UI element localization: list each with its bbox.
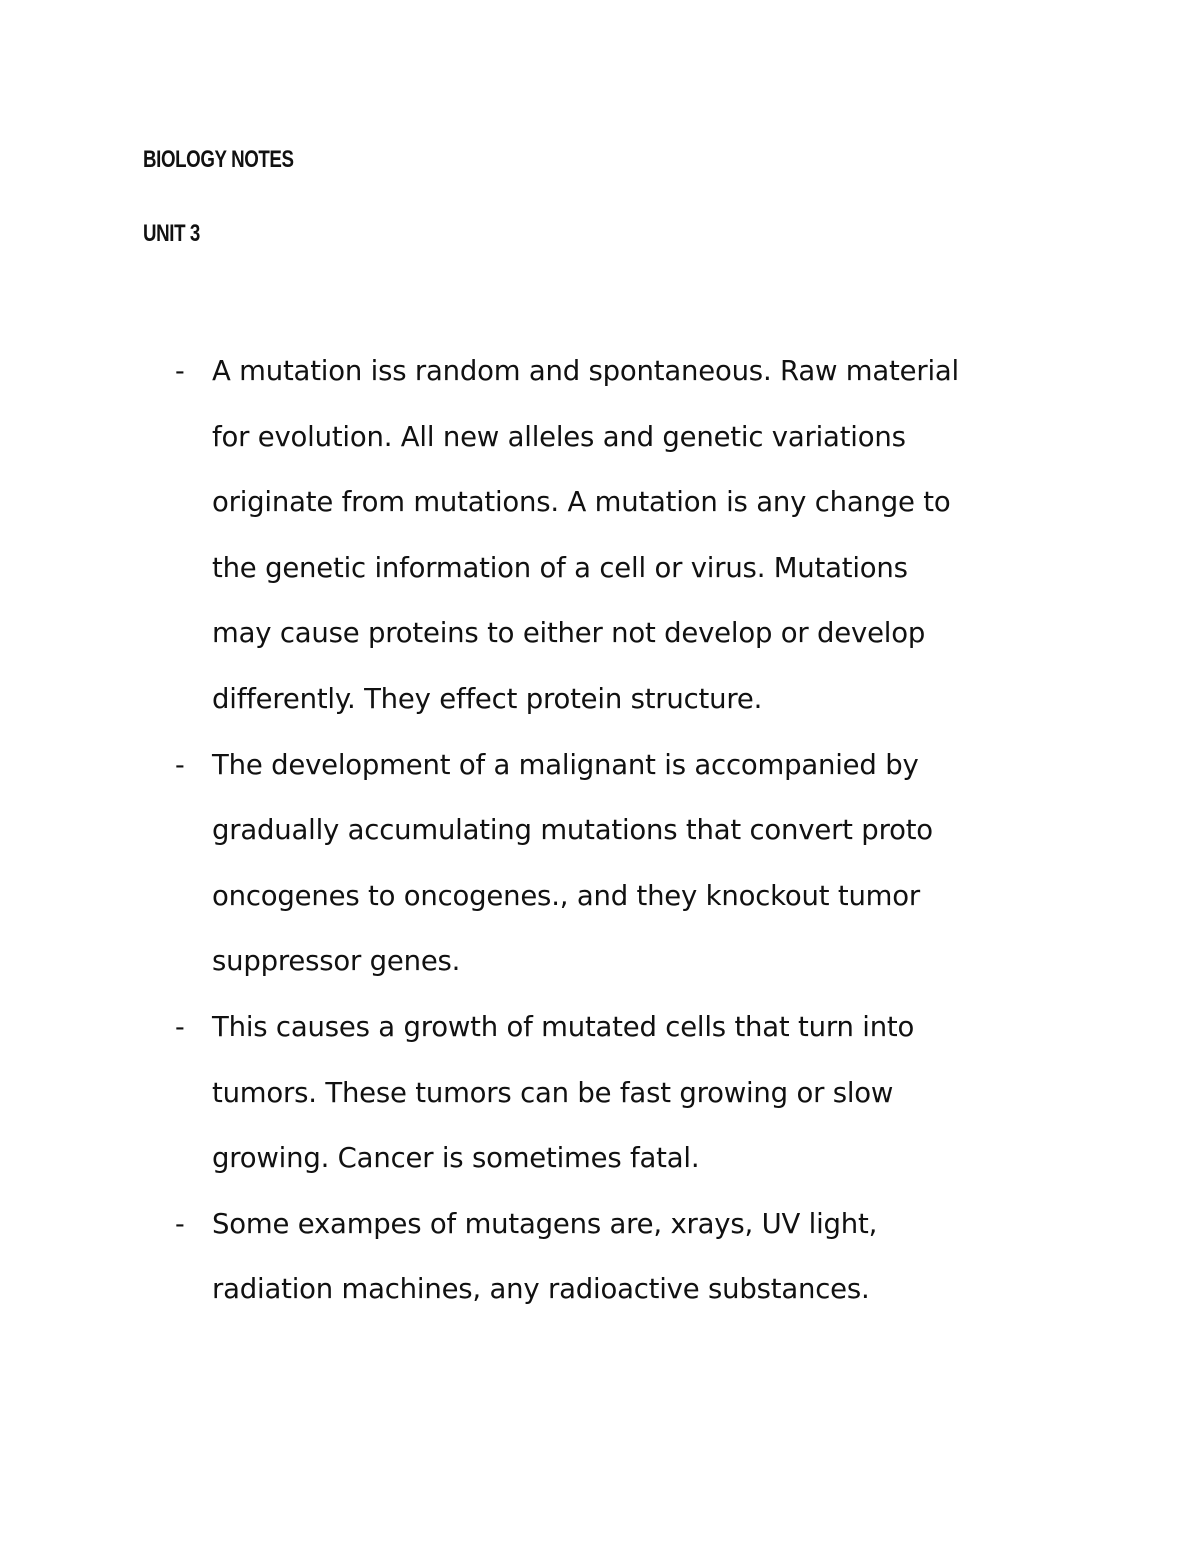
note-line: The development of a malignant is accompanied by <box>212 748 919 781</box>
note-line: gradually accumulating mutations that convert proto <box>212 814 933 847</box>
note-line: originate from mutations. A mutation is any change to <box>212 486 951 519</box>
note-line: This causes a growth of mutated cells that turn into <box>212 1010 915 1043</box>
bullet-marker: - <box>175 356 185 387</box>
note-item <box>0 339 1200 733</box>
note-item <box>0 995 1200 1192</box>
note-line: Some exampes of mutagens are, xrays, UV light, <box>212 1207 878 1240</box>
notes-list <box>0 339 1200 1323</box>
note-line: oncogenes to oncogenes., and they knockout tumor <box>212 879 920 912</box>
note-item <box>0 1192 1200 1323</box>
note-line: the genetic information of a cell or virus. Mutations <box>212 551 908 584</box>
note-item <box>0 733 1200 995</box>
note-text <box>212 1192 1072 1323</box>
bullet-marker: - <box>175 1011 185 1043</box>
note-text <box>212 995 1072 1192</box>
note-line: growing. Cancer is sometimes fatal. <box>212 1142 700 1175</box>
note-text <box>212 733 1072 995</box>
note-line: suppressor genes. <box>212 945 461 978</box>
note-line: differently. They effect protein structure. <box>212 682 763 715</box>
note-line: radiation machines, any radioactive substances. <box>212 1273 870 1306</box>
unit-heading: UNIT 3 <box>143 220 200 247</box>
document-title: BIOLOGY NOTES <box>143 146 294 173</box>
note-line: may cause proteins to either not develop or develop <box>212 617 926 650</box>
note-line: A mutation iss random and spontaneous. Raw material <box>212 355 959 387</box>
note-line: tumors. These tumors can be fast growing or slow <box>212 1076 894 1109</box>
bullet-marker: - <box>175 1208 185 1240</box>
bullet-marker: - <box>175 749 185 781</box>
note-line: for evolution. All new alleles and genetic variations <box>212 420 906 453</box>
note-text <box>212 339 1072 733</box>
